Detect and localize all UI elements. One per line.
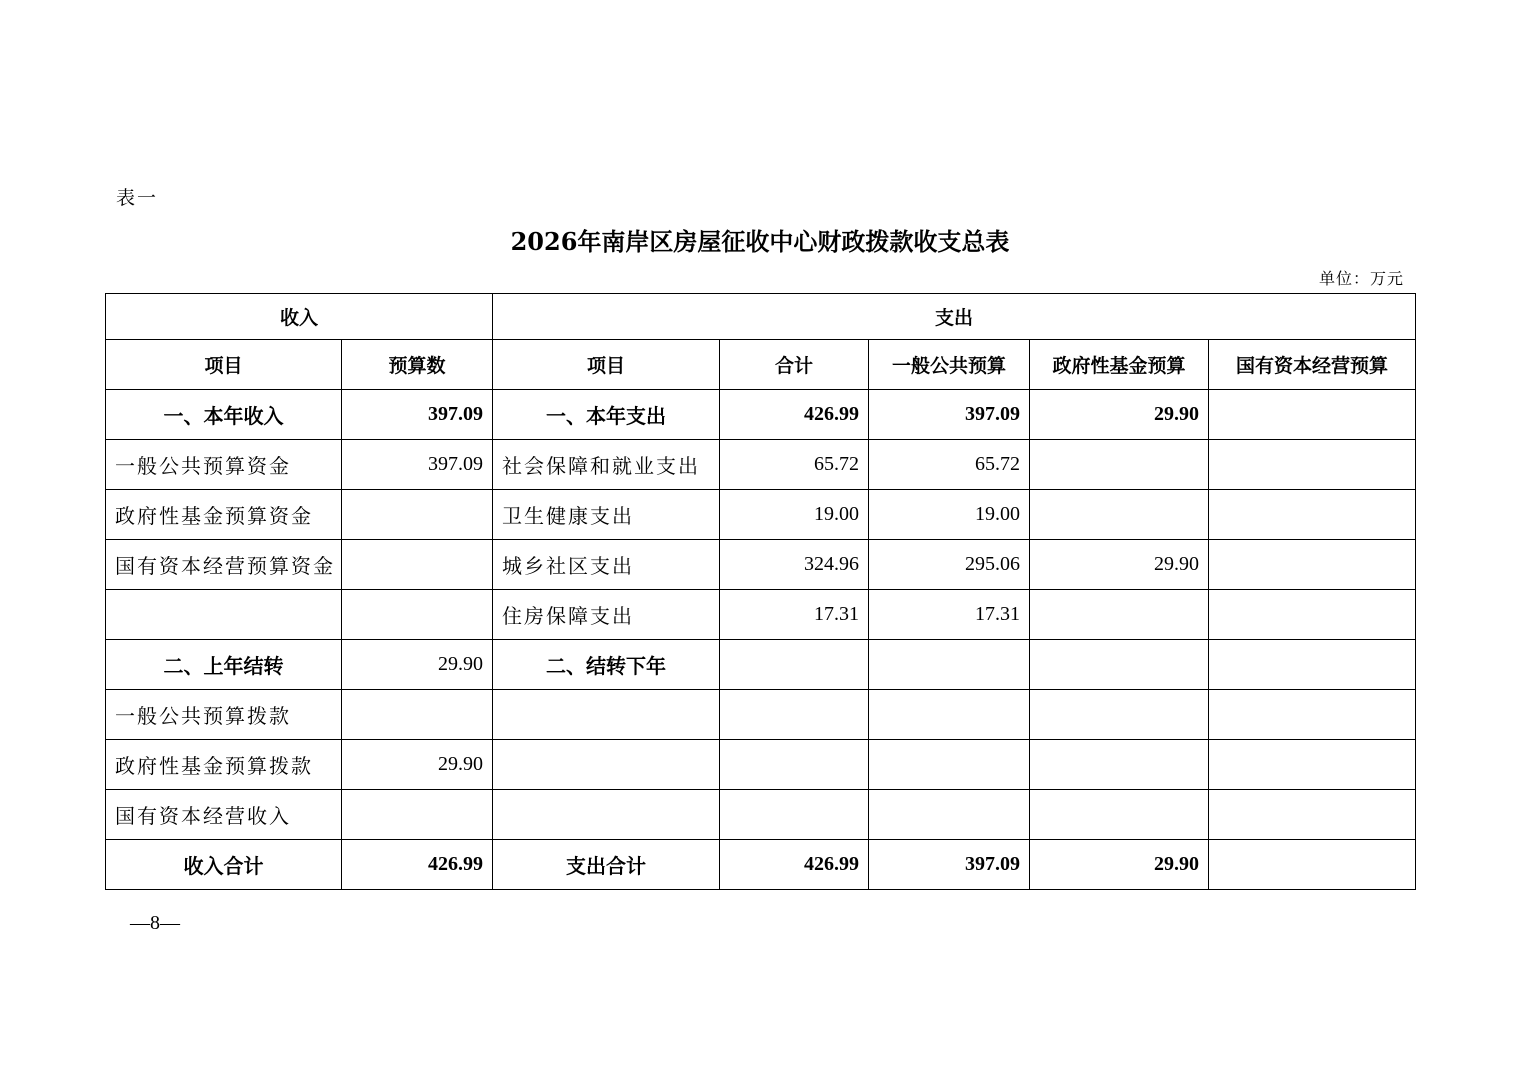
income-item-cell	[106, 590, 342, 640]
fund-budget-cell	[1030, 440, 1209, 490]
expense-total-cell: 426.99	[720, 840, 869, 890]
table-row	[106, 790, 1416, 840]
page-number: —8—	[130, 912, 180, 934]
income-item-cell: 政府性基金预算拨款	[106, 740, 342, 790]
general-budget-cell	[869, 790, 1030, 840]
expense-total-cell	[720, 690, 869, 740]
expense-item-cell	[493, 790, 720, 840]
table-row	[106, 490, 1416, 540]
general-budget-cell: 397.09	[869, 390, 1030, 440]
column-header-row	[106, 340, 1416, 390]
state-capital-budget-cell	[1209, 690, 1416, 740]
state-capital-budget-cell	[1209, 540, 1416, 590]
income-item-cell: 一、本年收入	[106, 390, 342, 440]
budget-summary-table	[105, 293, 1416, 890]
expense-item-cell: 社会保障和就业支出	[493, 440, 720, 490]
expense-item-cell: 卫生健康支出	[493, 490, 720, 540]
fund-budget-cell	[1030, 590, 1209, 640]
column-header-state-capital-budget: 国有资本经营预算	[1209, 340, 1416, 390]
income-amount-cell: 29.90	[342, 640, 493, 690]
income-amount-cell: 397.09	[342, 440, 493, 490]
expense-item-cell: 一、本年支出	[493, 390, 720, 440]
expense-total-cell	[720, 790, 869, 840]
fund-budget-cell	[1030, 740, 1209, 790]
state-capital-budget-cell	[1209, 790, 1416, 840]
expense-item-cell: 城乡社区支出	[493, 540, 720, 590]
document-title: 2026年南岸区房屋征收中心财政拨款收支总表	[510, 227, 1010, 256]
table-body	[106, 390, 1416, 890]
income-amount-cell	[342, 540, 493, 590]
fund-budget-cell	[1030, 690, 1209, 740]
general-budget-cell: 17.31	[869, 590, 1030, 640]
fund-budget-cell: 29.90	[1030, 390, 1209, 440]
expense-group-header: 支出	[493, 294, 1416, 340]
expense-total-cell: 324.96	[720, 540, 869, 590]
table-row	[106, 640, 1416, 690]
expense-total-cell: 65.72	[720, 440, 869, 490]
expense-total-cell	[720, 640, 869, 690]
income-item-cell: 一般公共预算拨款	[106, 690, 342, 740]
general-budget-cell: 19.00	[869, 490, 1030, 540]
expense-item-cell	[493, 740, 720, 790]
income-item-cell: 二、上年结转	[106, 640, 342, 690]
fund-budget-cell	[1030, 790, 1209, 840]
expense-item-cell	[493, 690, 720, 740]
expense-item-cell: 住房保障支出	[493, 590, 720, 640]
fund-budget-cell	[1030, 640, 1209, 690]
state-capital-budget-cell	[1209, 640, 1416, 690]
column-header-expense-item: 项目	[493, 340, 720, 390]
income-item-cell: 国有资本经营收入	[106, 790, 342, 840]
fund-budget-cell: 29.90	[1030, 540, 1209, 590]
state-capital-budget-cell	[1209, 490, 1416, 540]
table-row	[106, 390, 1416, 440]
column-header-budget-amount: 预算数	[342, 340, 493, 390]
column-header-income-item: 项目	[106, 340, 342, 390]
column-header-fund-budget: 政府性基金预算	[1030, 340, 1209, 390]
total-row	[106, 840, 1416, 890]
unit-note: 单位：万元	[1318, 269, 1404, 288]
general-budget-cell: 397.09	[869, 840, 1030, 890]
general-budget-cell: 65.72	[869, 440, 1030, 490]
general-budget-cell: 295.06	[869, 540, 1030, 590]
column-header-general-budget: 一般公共预算	[869, 340, 1030, 390]
expense-item-cell: 支出合计	[493, 840, 720, 890]
income-item-cell: 国有资本经营预算资金	[106, 540, 342, 590]
table-label: 表一	[116, 187, 159, 209]
fund-budget-cell	[1030, 490, 1209, 540]
income-amount-cell	[342, 690, 493, 740]
group-header-row	[106, 294, 1416, 340]
state-capital-budget-cell	[1209, 390, 1416, 440]
table-row	[106, 440, 1416, 490]
column-header-total: 合计	[720, 340, 869, 390]
state-capital-budget-cell	[1209, 740, 1416, 790]
expense-total-cell: 17.31	[720, 590, 869, 640]
expense-item-cell: 二、结转下年	[493, 640, 720, 690]
income-item-cell: 收入合计	[106, 840, 342, 890]
table-row	[106, 690, 1416, 740]
general-budget-cell	[869, 740, 1030, 790]
state-capital-budget-cell	[1209, 440, 1416, 490]
table-row	[106, 740, 1416, 790]
expense-total-cell: 426.99	[720, 390, 869, 440]
table-row	[106, 590, 1416, 640]
state-capital-budget-cell	[1209, 840, 1416, 890]
state-capital-budget-cell	[1209, 590, 1416, 640]
income-item-cell: 政府性基金预算资金	[106, 490, 342, 540]
table-row	[106, 540, 1416, 590]
income-item-cell: 一般公共预算资金	[106, 440, 342, 490]
fund-budget-cell: 29.90	[1030, 840, 1209, 890]
income-amount-cell: 29.90	[342, 740, 493, 790]
income-amount-cell: 426.99	[342, 840, 493, 890]
income-amount-cell: 397.09	[342, 390, 493, 440]
income-group-header: 收入	[106, 294, 493, 340]
expense-total-cell: 19.00	[720, 490, 869, 540]
expense-total-cell	[720, 740, 869, 790]
income-amount-cell	[342, 790, 493, 840]
general-budget-cell	[869, 640, 1030, 690]
income-amount-cell	[342, 590, 493, 640]
income-amount-cell	[342, 490, 493, 540]
general-budget-cell	[869, 690, 1030, 740]
